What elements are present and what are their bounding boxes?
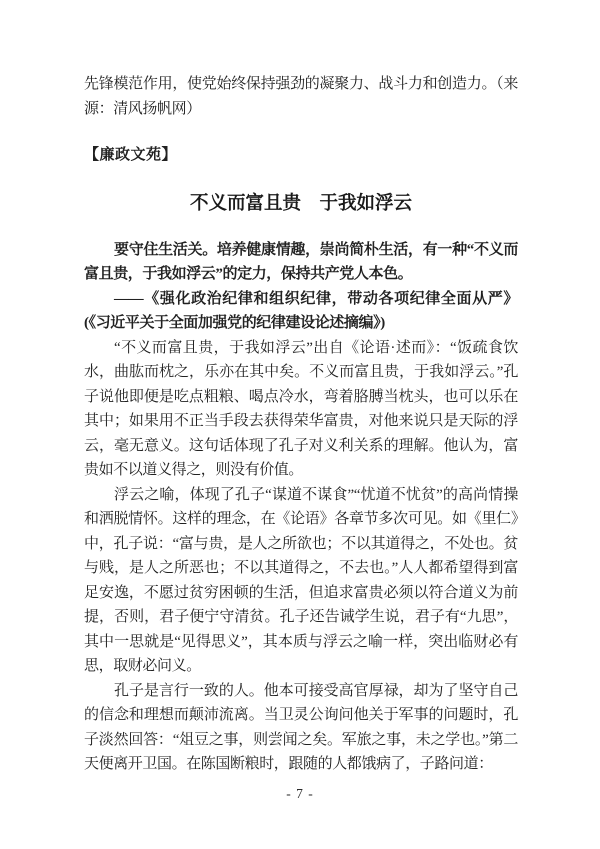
article-body bbox=[84, 238, 518, 777]
paragraph-body-2: 浮云之喻，体现了孔子“谋道不谋食”“忧道不忧贫”的高尚情操和洒脱情怀。这样的理念，在《论语》各章节多次可见。如《里仁》中，孔子说：“富与贵，是人之所欲也；不以其道得之，不处也。贫与贱，是人之所恶也；不以其道得之，不去也。”人人都希望得到富足安逸，不愿过贫穷困顿的生活，但追求富贵必须以符合道义为前提，否则，君子便宁守清贫。孔子还告诫学生说，君子有“九思”，其中一思就是“见得思义”，其本质与浮云之喻一样，突出临财必有思，取财必问义。 bbox=[84, 486, 518, 674]
paragraph-citation-source: ——《强化政治纪律和组织纪律，带动各项纪律全面从严》(《习近平关于全面加强党的纪律建设论述摘编》) bbox=[84, 290, 518, 331]
section-label: 【廉政文苑】 bbox=[84, 147, 178, 163]
page-number: - 7 - bbox=[286, 786, 314, 801]
paragraph-lead-quote: 要守住生活关。培养健康情趣，崇尚简朴生活，有一种“不义而富且贵，于我如浮云”的定力，保持共产党人本色。 bbox=[84, 241, 518, 282]
paragraph-body-3: 孔子是言行一致的人。他本可接受高官厚禄，却为了坚守自己的信念和理想而颠沛流离。当卫灵公询问他关于军事的问题时，孔子淡然回答：“俎豆之事，则尝闻之矣。军旅之事，未之学也。”第二天便离开卫国。在陈国断粮时，跟随的人都饿病了，子路问道： bbox=[84, 682, 518, 772]
continuation-paragraph: 先锋模范作用，使党始终保持强劲的凝聚力、战斗力和创造力。（来源：清风扬帆网） bbox=[84, 76, 518, 117]
article-title: 不义而富且贵 于我如浮云 bbox=[189, 193, 412, 214]
paragraph-body-1: “不义而富且贵，于我如浮云”出自《论语·述而》：“饭疏食饮水，曲肱而枕之，乐亦在其中矣。不义而富且贵，于我如浮云。”孔子说他即便是吃点粗粮、喝点冷水，弯着胳膊当枕头，也可以乐在其中；如果用不正当手段去获得荣华富贵，对他来说只是天际的浮云，毫无意义。这句话体现了孔子对义利关系的理解。他认为，富贵如不以道义得之，则没有价值。 bbox=[84, 339, 518, 478]
